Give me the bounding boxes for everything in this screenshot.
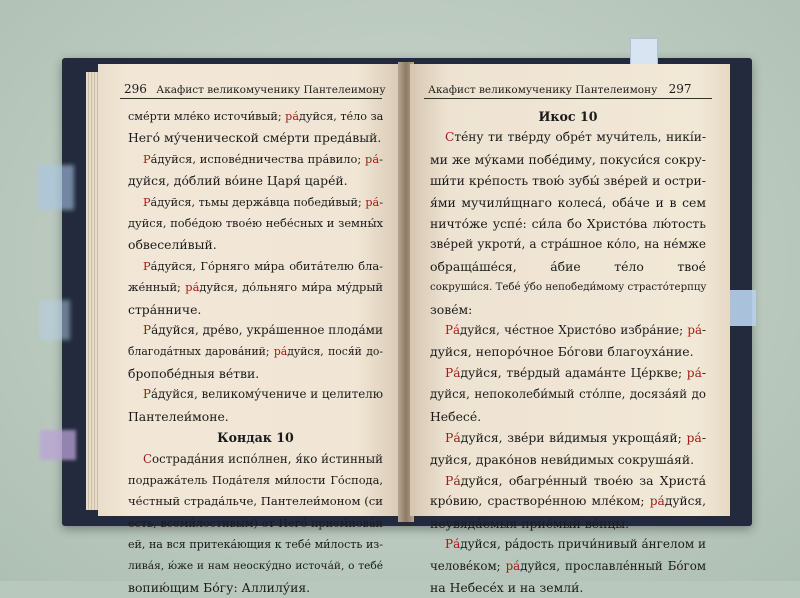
line-text: дуйся, до́блий во́ине Царя́ царе́й. [128,173,348,189]
line-text: благода́тных дарова́ний; [128,345,274,359]
line-text: ничто́же успé: си́ла бо Христо́ва лю́тость [430,216,706,232]
line-text: ши́ти крéпость твою́ зубы́ звéрей и остри- [430,173,706,189]
text-line [430,234,706,255]
line-text: а́дуйся, великому́чениче и целителю [150,387,384,402]
rubric-syllable: ра́ [686,430,702,446]
right-page [410,64,730,595]
text-line [128,127,383,148]
text-line [430,320,706,341]
text-line [128,256,383,277]
text-line [128,384,383,405]
text-line [128,491,383,512]
line-text: че́стный страда́льче, Пантелеи́моном (си [128,494,383,509]
text-line [430,341,706,362]
text-line [430,427,706,448]
text-line [128,577,383,598]
text-line [128,449,383,470]
text-line [430,513,706,534]
text-line [430,556,706,577]
text-line [430,534,706,555]
text-line [430,363,706,384]
rubric-initial: Ра́ [445,472,461,488]
left-page [98,64,402,595]
line-tail: - [701,430,706,446]
line-text: подража́тель Пода́теля ми́лости Го́спода, [128,472,383,487]
line-text: Небесé. [430,408,482,424]
right-head-rule [424,98,712,99]
section-heading: Икос 10 [538,109,598,124]
text-line [430,470,706,491]
line-text: острада́ния испо́лнен, я́ко и́стинный [152,451,383,466]
left-head-title: Акафист великомученику Пантелеимону [156,84,386,96]
text-line [430,449,706,470]
line-text: сме́рти мле́ко источи́вый; [128,110,286,123]
rubric-syllable: ра́ [185,280,200,295]
right-head-title: Акафист великомученику Пантелеимону [428,84,658,96]
line-tail: - [379,151,383,166]
left-text-block [128,106,383,598]
line-tail: дуйся, до́льняго ми́ра му́дрый [199,280,383,295]
line-tail: дуйся, те́ло за [299,110,384,123]
text-line [128,277,383,298]
rubric-syllable: ра́ [285,110,299,123]
rubric-syllable: ра́ [505,558,521,573]
text-line [430,491,706,512]
line-text: есть, всеми́лостивым) от Него́ прием́нова́н [128,516,383,530]
text-line [430,213,706,234]
text-line [128,341,383,362]
rubric-syllable: ра́ [365,195,380,209]
line-text: Пантелеи́моне. [128,408,229,424]
line-text: а́дуйся, Го́рняго ми́ра обита́телю бла- [150,258,383,273]
line-text: зовéм: [430,301,473,317]
line-tail: дуйся, пося́й до- [287,345,383,359]
line-tail: - [379,195,383,209]
rubric-initial: Р [143,151,151,166]
text-line [128,534,383,555]
line-text: на Небесéх и на земли́. [430,579,584,595]
rubric-initial: С [445,130,455,145]
rubric-syllable: ра́ [686,365,702,380]
rubric-syllable: ра́ [273,345,288,359]
rubric-initial: Ра́ [445,365,461,380]
text-line [128,170,383,191]
line-text: а́дуйся, тьмы держа́вца победи́вый; [150,195,366,209]
text-line [128,363,383,384]
left-running-head [124,82,386,96]
text-line [430,192,706,213]
section-heading: Кондак 10 [217,430,294,446]
left-blue-tab [38,165,74,210]
line-text: обвесели́вый. [128,237,217,253]
rubric-initial: Р [143,387,151,402]
line-text: а́дуйся, исповéдничества пра́вило; [150,151,366,166]
line-text: дуйся, тве́рдый адама́нте Це́ркве; [460,365,687,380]
text-line [430,277,706,298]
line-text: дуйся, непоро́чное Бо́гови благоуха́ние. [430,344,694,360]
line-text: дуйся, обагре́нный твое́ю за Христа́ [460,472,706,488]
text-line [430,127,706,148]
right-text-block [430,106,706,598]
rubric-initial: Ра́ [445,323,460,338]
line-text: кро́вию, срастворе́нною мле́ком; [430,494,650,509]
line-text: а́дуйся, дре́во, укра́шенное плода́ми [151,323,383,338]
text-line [430,299,706,320]
line-text: стра́нниче. [128,301,202,317]
rubric-syllable: ра́ [365,151,380,166]
line-tail: дуйся, [664,494,706,509]
line-text: обраща́ше́ся, áбие тéло твоé [430,258,706,274]
line-text: сокруши́ся. Тебé у́бо непобеди́мому страсто́терпцу [430,282,707,294]
line-tail: - [701,365,706,380]
rubric-initial: Ра́ [445,430,461,446]
text-line [430,406,706,427]
line-text: человéком; [430,558,506,573]
left-page-number: 296 [124,82,147,96]
line-text: лива́я, ю́же и нам неоску́дно источа́й, о тебе́ [128,559,383,572]
text-line [128,320,383,341]
line-text: дуйся, ра́дость причи́нивый а́нгелом и [460,537,707,552]
rubric-initial: Р [143,195,151,209]
rubric-initial: С [143,451,153,466]
text-line [430,577,706,598]
line-text: дуйся, побе́дою твое́ю небе́сных и земны́х [128,216,383,231]
text-line [128,513,383,534]
rubric-initial: Ра́ [445,537,461,552]
rubric-initial: Р [143,258,151,273]
line-text: Него́ му́ченической сме́рти преда́вый. [128,130,382,146]
line-text: дуйся, че́стное Христо́во избра́ние; [459,323,688,338]
text-line [430,256,706,277]
text-line [430,384,706,405]
line-text: звéрей укроти́, а стра́шное ко́ло, на нéмже [430,237,706,252]
text-line [128,106,383,127]
line-text: ми же му́ками побéдиму, покуси́ся сокру- [430,151,706,167]
line-text: ей, на вся притека́ющия к тебе́ ми́лость из- [128,538,383,552]
text-line [128,556,383,577]
text-line [430,149,706,170]
line-text: дуйся, звéри ви́димыя укроща́яй; [460,430,687,446]
rubric-syllable: ра́ [649,494,665,509]
text-line [128,406,383,427]
line-tail: - [702,323,706,338]
right-page-number: 297 [668,82,692,96]
line-text: дуйся, драко́нов неви́димых сокруша́яй. [430,451,695,467]
rubric-initial: Р [143,323,152,338]
line-text: же́нный; [128,280,186,295]
text-line [128,234,383,255]
text-line [430,170,706,191]
line-text: вопию́щим Бо́гу: Аллилу́ия. [128,579,311,595]
line-text: я́ми мучили́щнаго колеса́, обáче и в сем [430,194,706,210]
text-line [128,470,383,491]
left-purple-tab [40,430,76,460]
right-running-head [428,82,692,96]
text-line [128,149,383,170]
text-line [128,213,383,234]
line-text: бропобе́дныя ве́тви. [128,365,260,381]
text-line [128,192,383,213]
text-line [128,299,383,320]
rubric-syllable: ра́ [687,323,702,338]
line-text: неувяда́емыя прие́мый вéнцы. [430,515,630,531]
left-blue-tab-2 [40,300,70,340]
left-head-rule [120,98,382,99]
line-text: тéну ти твéрду обрéт мучи́тель, никíи- [454,130,706,145]
line-tail: дуйся, прославле́нный Бо́гом [520,558,706,573]
line-text: дуйся, непоколеби́мый сто́лпе, досяза́яй до [430,387,706,402]
